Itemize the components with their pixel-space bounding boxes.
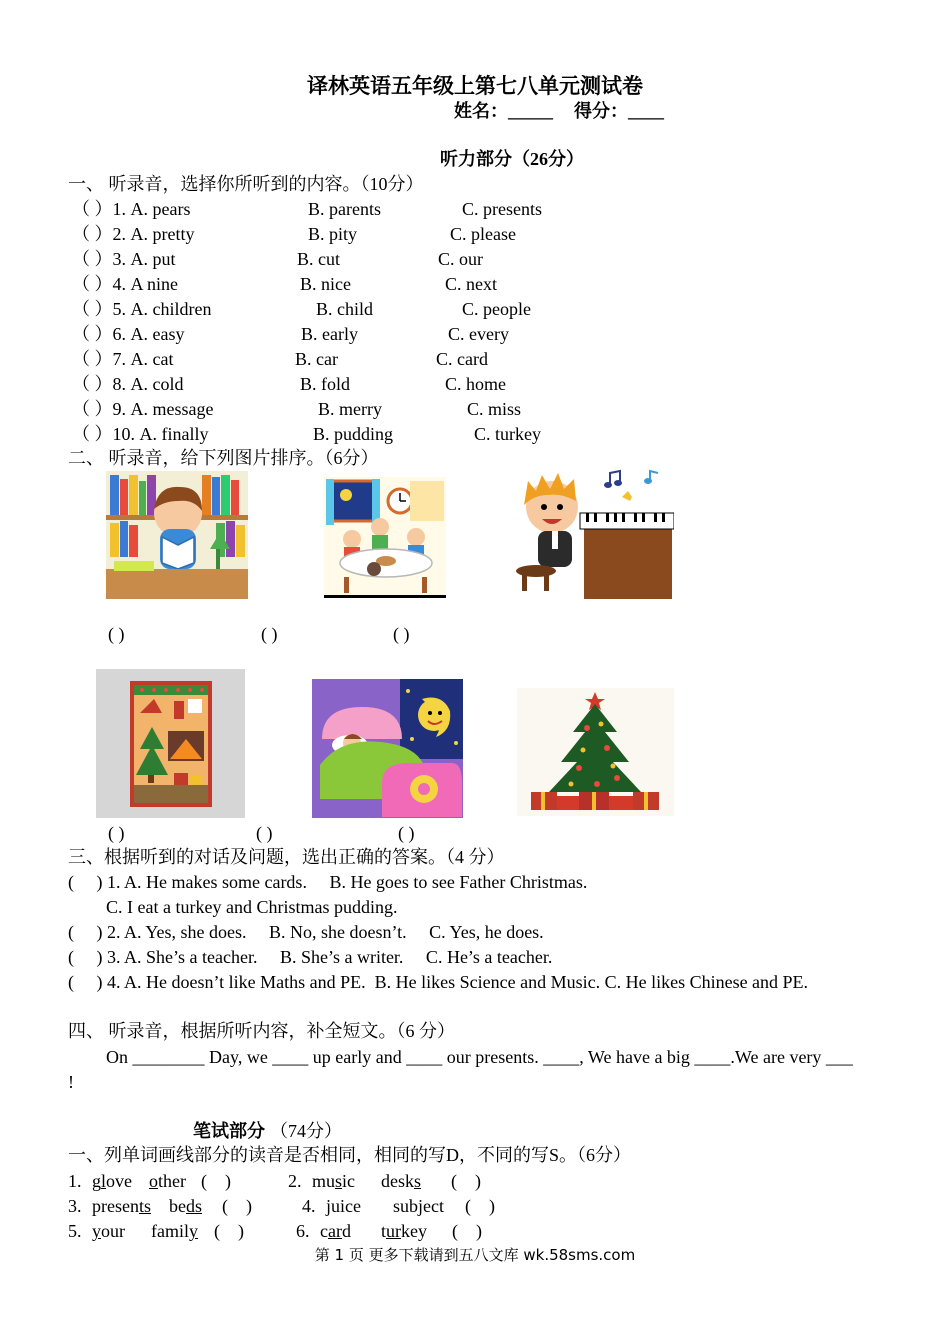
- word-juice: juice: [326, 1196, 361, 1216]
- page-title: 译林英语五年级上第七八单元测试卷: [307, 74, 643, 98]
- question-9-b: B. merry: [318, 399, 382, 419]
- question-7-a: （ ）7. A. cat: [72, 349, 174, 369]
- section-4-title: 四、 听录音，根据所听内容，补全短文。（6 分）: [68, 1021, 455, 1041]
- word-turkey: turkey: [381, 1221, 428, 1241]
- word-family: family: [151, 1221, 198, 1241]
- answer-blank-2: ( ): [451, 1171, 481, 1191]
- question-8-c: C. home: [445, 374, 506, 394]
- question-7-b: B. car: [295, 349, 338, 369]
- written-heading: 笔试部分: [193, 1121, 265, 1141]
- question-10-a: （ ）10. A. finally: [72, 424, 209, 444]
- answer-blank-3: ( ): [222, 1196, 252, 1216]
- phonics-num-3: 3.: [68, 1196, 82, 1216]
- listening-heading: 听力部分（26分）: [440, 149, 584, 169]
- question-6-b: B. early: [301, 324, 358, 344]
- word-music: music: [312, 1171, 356, 1191]
- picture-3-blank: ( ): [393, 624, 410, 644]
- phonics-num-4: 4.: [302, 1196, 316, 1216]
- phonics-num-6: 6.: [296, 1221, 310, 1241]
- word-glove: glove: [92, 1171, 133, 1191]
- picture-5-blank: ( ): [256, 823, 273, 843]
- question-1-c: C. presents: [462, 199, 542, 219]
- picture-6-blank: ( ): [398, 823, 415, 843]
- question-3-a: （ ）3. A. put: [72, 249, 176, 269]
- question-4-b: B. nice: [300, 274, 351, 294]
- page-footer: 第 1 页 更多下载请到五八文库 wk.58sms.com: [314, 1246, 636, 1264]
- cloze-passage: On ________ Day, we ____ up early and ____ our presents. ____, We have a big ____.We are very ___: [106, 1047, 853, 1067]
- boy-reading-image: [106, 471, 248, 599]
- phonics-num-2: 2.: [288, 1171, 302, 1191]
- answer-blank-5: ( ): [214, 1221, 244, 1241]
- picture-4-blank: ( ): [108, 823, 125, 843]
- question-4-a: （ ）4. A nine: [72, 274, 178, 294]
- question-3-b: B. cut: [297, 249, 340, 269]
- question-8-b: B. fold: [300, 374, 351, 394]
- section-2-title: 二、 听录音，给下列图片排序。（6分）: [68, 448, 379, 468]
- family-dinner-image: [324, 477, 446, 598]
- word-presents: presents: [92, 1196, 151, 1216]
- question-8-a: （ ）8. A. cold: [72, 374, 184, 394]
- question-5-b: B. child: [316, 299, 373, 319]
- picture-2-blank: ( ): [261, 624, 278, 644]
- dialog-question-2: ( ) 2. A. Yes, she does. B. No, she doesn’t. C. Yes, he does.: [68, 922, 544, 942]
- phonics-num-1: 1.: [68, 1171, 82, 1191]
- word-card: card: [320, 1221, 351, 1241]
- question-3-c: C. our: [438, 249, 483, 269]
- question-7-c: C. card: [436, 349, 488, 369]
- question-5-c: C. people: [462, 299, 531, 319]
- word-other: other: [149, 1171, 186, 1191]
- question-2-b: B. pity: [308, 224, 358, 244]
- dialog-question-1-c: C. I eat a turkey and Christmas pudding.: [106, 897, 398, 917]
- question-4-c: C. next: [445, 274, 497, 294]
- word-desks: desks: [381, 1171, 422, 1191]
- question-9-a: （ ）9. A. message: [72, 399, 214, 419]
- question-1-b: B. parents: [308, 199, 381, 219]
- christmas-tree-image: [517, 688, 674, 816]
- question-5-a: （ ）5. A. children: [72, 299, 212, 319]
- cloze-passage-end: !: [68, 1072, 74, 1092]
- question-2-a: （ ）2. A. pretty: [72, 224, 195, 244]
- word-your: your: [92, 1221, 125, 1241]
- section-3-title: 三、根据听到的对话及问题，选出正确的答案。（4 分）: [68, 847, 505, 867]
- name-field: 姓名：_____: [454, 101, 553, 121]
- question-1-a: （ ）1. A. pears: [72, 199, 191, 219]
- question-10-c: C. turkey: [474, 424, 541, 444]
- written-score: （74分）: [270, 1121, 342, 1141]
- section-1-title: 一、 听录音，选择你所听到的内容。（10分）: [68, 174, 424, 194]
- score-field: 得分：____: [574, 101, 664, 121]
- question-2-c: C. please: [450, 224, 516, 244]
- christmas-card-image: [96, 669, 245, 818]
- boy-piano-image: [512, 467, 674, 600]
- picture-1-blank: ( ): [108, 624, 125, 644]
- dialog-question-4: ( ) 4. A. He doesn’t like Maths and PE. B. He likes Science and Music. C. He likes Chinese and PE.: [68, 972, 809, 992]
- dialog-question-3: ( ) 3. A. She’s a teacher. B. She’s a writer. C. He’s a teacher.: [68, 947, 553, 967]
- question-6-a: （ ）6. A. easy: [72, 324, 185, 344]
- phonics-num-5: 5.: [68, 1221, 82, 1241]
- written-section-1-title: 一、列单词画线部分的读音是否相同，相同的写D，不同的写S。（6分）: [68, 1145, 632, 1165]
- answer-blank-4: ( ): [465, 1196, 495, 1216]
- answer-blank-6: ( ): [452, 1221, 482, 1241]
- question-9-c: C. miss: [467, 399, 522, 419]
- word-subject: subject: [393, 1196, 445, 1216]
- answer-blank-1: ( ): [201, 1171, 231, 1191]
- question-10-b: B. pudding: [313, 424, 394, 444]
- question-6-c: C. every: [448, 324, 509, 344]
- word-beds: beds: [169, 1196, 203, 1216]
- sleeping-child-image: [312, 679, 463, 818]
- dialog-question-1: ( ) 1. A. He makes some cards. B. He goes to see Father Christmas.: [68, 872, 588, 892]
